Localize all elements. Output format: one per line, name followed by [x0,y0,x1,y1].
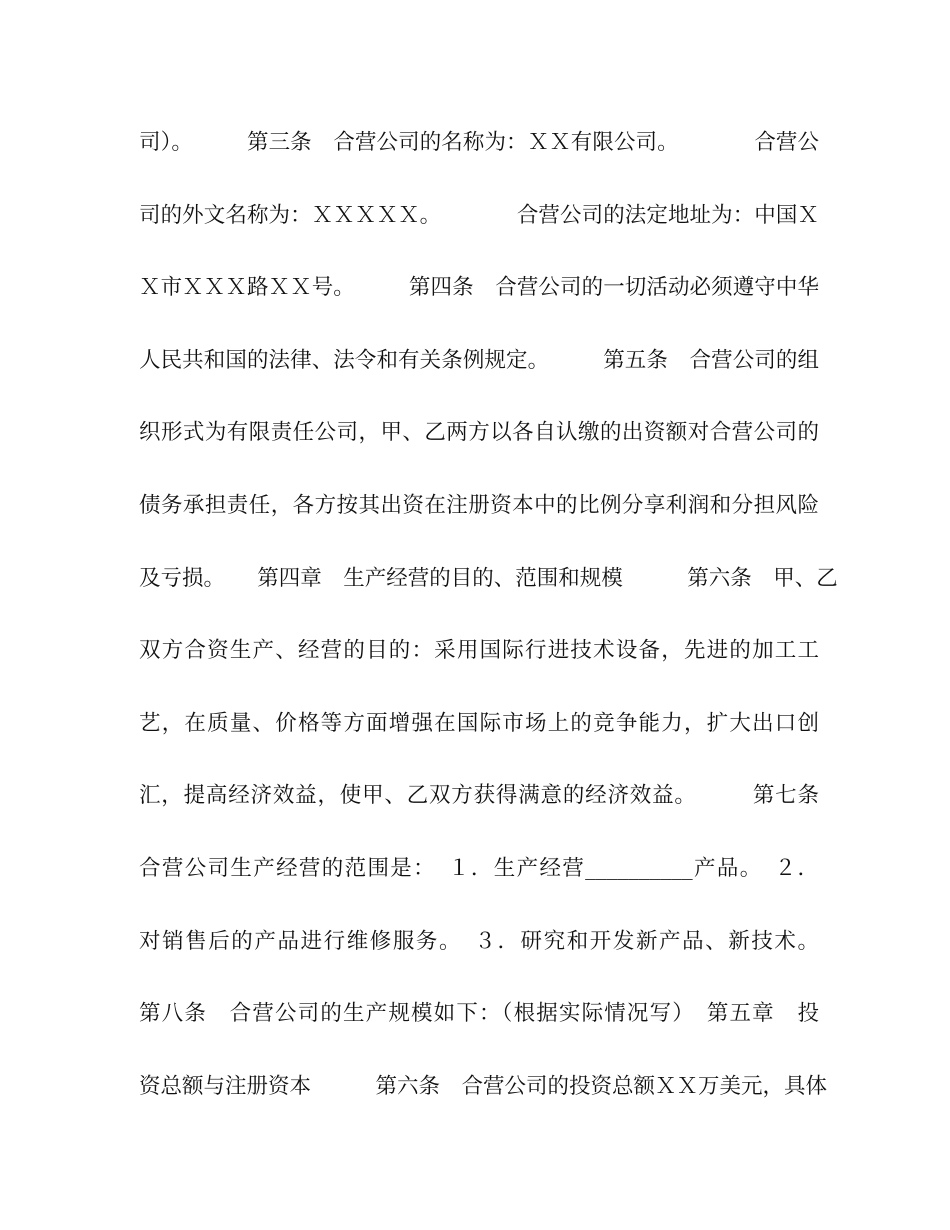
text-line: 资总额与注册资本 第六条 合营公司的投资总额ＸＸ万美元，具体 [139,1073,828,1099]
text-line: 双方合资生产、经营的目的：采用国际行进技术设备，先进的加工工 [139,638,819,664]
text-line: 艺，在质量、价格等方面增强在国际市场上的竞争能力，扩大出口创 [139,710,819,736]
text-line: 司）。 第三条 合营公司的名称为：ＸＸ有限公司。 合营公 [139,130,819,155]
text-line: 合营公司生产经营的范围是： １．生产经营__________产品。 ２． [139,855,819,881]
text-line: 司的外文名称为：ＸＸＸＸＸ。 合营公司的法定地址为：中国Ｘ [139,202,819,228]
text-line: 汇，提高经济效益，使甲、乙双方获得满意的经济效益。 第七条 [139,783,819,809]
text-line: 人民共和国的法律、法令和有关条例规定。 第五条 合营公司的组 [139,347,819,373]
text-line: 第八条 合营公司的生产规模如下：（根据实际情况写） 第五章 投 [139,1001,819,1027]
text-line: 债务承担责任，各方按其出资在注册资本中的比例分享利润和分担风险 [139,492,819,518]
text-line: 织形式为有限责任公司，甲、乙两方以各自认缴的出资额对合营公司的 [139,420,819,446]
text-line: 对销售后的产品进行维修服务。 ３．研究和开发新产品、新技术。 [139,928,819,954]
text-line: 及亏损。 第四章 生产经营的目的、范围和规模 第六条 甲、乙 [139,565,838,591]
text-line: Ｘ市ＸＸＸ路ＸＸ号。 第四条 合营公司的一切活动必须遵守中华 [139,275,819,301]
document-body [139,121,838,1137]
